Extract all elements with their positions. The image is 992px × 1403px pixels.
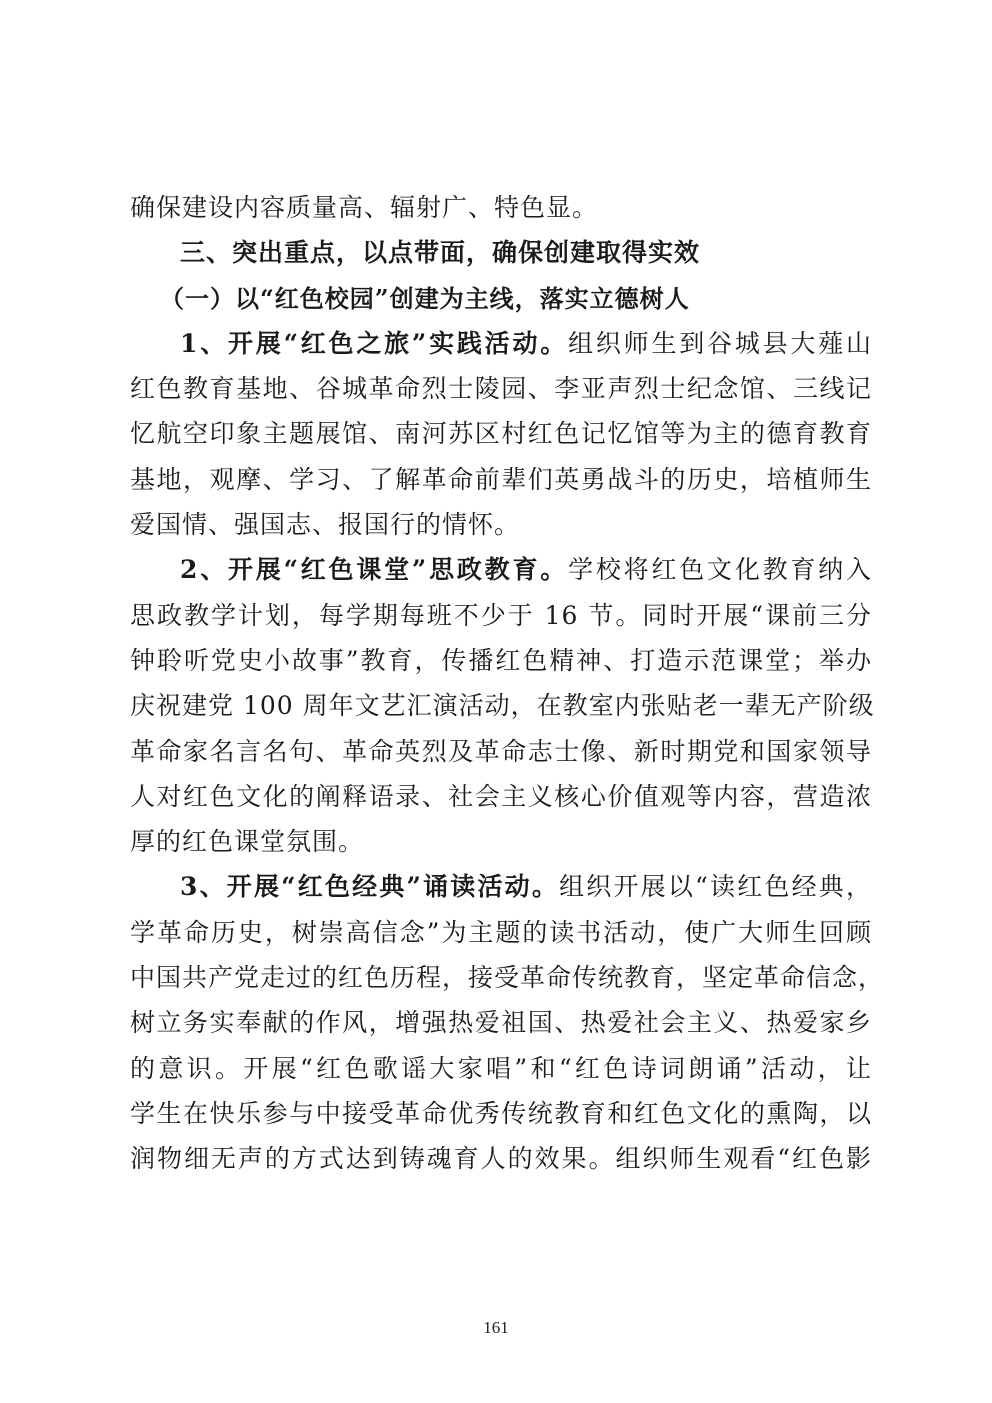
paragraph-2-text: 学校将红色文化教育纳入 [568, 555, 872, 585]
subsection-heading: （一）以“红色校园”创建为主线，落实立德树人 [160, 283, 690, 313]
text-line: 钟聆听党史小故事”教育，传播红色精神、打造示范课堂；举办 [130, 645, 872, 675]
document-body [130, 185, 885, 1182]
text-line: 的意识。开展“红色歌谣大家唱”和“红色诗词朗诵”活动，让 [130, 1053, 872, 1083]
text-line: 树立务实奉献的作风，增强热爱祖国、热爱社会主义、热爱家乡 [130, 1008, 872, 1038]
text-line: 学革命历史，树崇高信念”为主题的读书活动，使广大师生回顾 [130, 917, 872, 947]
paragraph-3-text: 组织开展以“读红色经典， [559, 872, 872, 902]
paragraph-1-lead: 1、开展“红色之旅”实践活动。 [180, 328, 569, 358]
text-line: 忆航空印象主题展馆、南河苏区村红色记忆馆等为主的德育教育 [130, 419, 872, 449]
text-line: 厚的红色课堂氛围。 [130, 827, 365, 857]
text-line: 学生在快乐参与中接受革命优秀传统教育和红色文化的熏陶，以 [130, 1098, 872, 1128]
text-line: 确保建设内容质量高、辐射广、特色显。 [130, 193, 599, 222]
text-line: 红色教育基地、谷城革命烈士陵园、李亚声烈士纪念馆、三线记 [130, 374, 872, 404]
text-line: 庆祝建党 100 周年文艺汇演活动，在教室内张贴老一辈无产阶级 [130, 691, 875, 721]
paragraph-3-first-line [130, 864, 872, 909]
text-line: 革命家名言名句、革命英烈及革命志士像、新时期党和国家领导 [130, 736, 872, 766]
text-line: 基地，观摩、学习、了解革命前辈们英勇战斗的历史，培植师生 [130, 464, 872, 494]
section-heading: 三、突出重点，以点带面，确保创建取得实效 [180, 238, 701, 268]
text-line: 润物细无声的方式达到铸魂育人的效果。组织师生观看“红色影 [130, 1144, 872, 1174]
text-line: 人对红色文化的阐释语录、社会主义核心价值观等内容，营造浓 [130, 781, 872, 811]
paragraph-1-text: 组织师生到谷城县大薤山 [568, 328, 872, 358]
paragraph-2-lead: 2、开展“红色课堂”思政教育。 [180, 555, 569, 585]
text-line: 爱国情、强国志、报国行的情怀。 [130, 510, 521, 540]
paragraph-3-lead: 3、开展“红色经典”诵读活动。 [180, 872, 560, 902]
paragraph-2-first-line [130, 547, 872, 592]
page-number: 161 [483, 1318, 509, 1337]
paragraph-1-first-line [130, 321, 872, 366]
text-line: 中国共产党走过的红色历程，接受革命传统教育，坚定革命信念， [130, 963, 885, 993]
text-line: 思政教学计划，每学期每班不少于 16 节。同时开展“课前三分 [130, 600, 872, 630]
